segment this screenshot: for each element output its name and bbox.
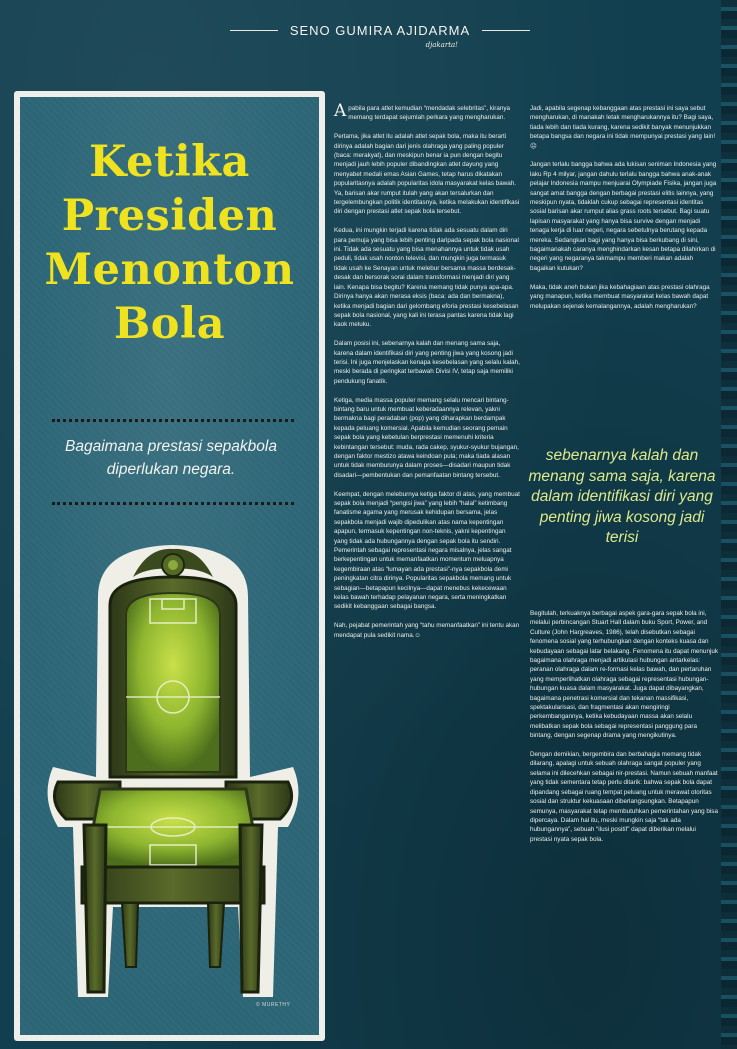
article-column-2	[530, 104, 718, 320]
paragraph: Nah, pejabat pemerintah yang “tahu memanfaatkan” ini tentu akan mendapat pula sedikit nama.☺	[334, 622, 520, 639]
paragraph: Keempat, dengan meleburnya ketiga faktor di atas, yang membuat sepak bola menjadi “pengisi jiwa” yang lebih “halal” ketimbang fanatisme agama yang merusak kehidupan bersama, jelas sepakbola menjadi wajib dipedulikan atas nama kepentingan apapun, termasuk kepentingan non-teknis, yakni kepentingan yang tidak ada hubungannya dengan sepak bola itu sendiri. Pemerintah sebagai representasi negara misalnya, jelas sangat berkepentingan untuk memanfaatkan momentum meluapnya kegembiraan atas “lumayan ada prestasi”-nya sepakbola demi peningkatan citra dirinya. Popularitas sepakbola memang untuk sebagian—betapapun kecilnya—dapat menebus kekecewaan kelas bawah terhadap pelayanan negara, serta meningkatkan sedikit kebanggaan sebagai bangsa.	[334, 490, 520, 611]
article-column-2-continued	[530, 609, 718, 854]
dotted-divider-top	[52, 419, 294, 422]
title-line-2: Presiden	[61, 191, 278, 241]
paragraph: Pertama, jika atlet itu adalah atlet sepak bola, maka itu berarti dirinya adalah bagian dari jenis olahraga yang paling populer (baca: merakyat), dan meskipun benar ia pun dengan begitu menjadi jauh lebih populer dibandingkan atlet dayung yang menyabet medali emas Asian Games, tetap harus dikatakan popularitasnya adalah popularitas idola masyarakat kelas bawah. Ya, barisan akar rumput itulah yang akan tersalurkan dan tergelembungkan politik identitasnya, ketika melakukan identifikasi diri dengan prestasi atlet sepak bola tersebut.	[334, 133, 520, 216]
header-rule-left	[230, 30, 278, 31]
drop-cap: A	[334, 101, 347, 121]
paragraph-text: pabila para atlet kemudian “mendadak selebritas”, kiranya memang terdapat sejumlah perkara yang mengharukan.	[348, 105, 510, 122]
pull-quote: sebenarnya kalah dan menang sama saja, karena dalam identifikasi diri yang penting jiwa kosong jadi terisi	[528, 447, 716, 546]
article-title	[20, 135, 319, 351]
brand-logo: djakarta!	[425, 41, 458, 49]
page-header	[230, 14, 530, 54]
poster-panel	[20, 97, 319, 1035]
header-rule-right	[482, 30, 530, 31]
paragraph: Jadi, apabila segenap kebanggaan atas prestasi ini saya sebut mengharukan, di manakah letak mengharukannya itu? Bagi saya, tiada lebih dan tiada kurang, karena sedikit banyak menunjukkan betapa bangsa dan negara ini tidak mempunyai prestasi yang lain! ☹	[530, 105, 716, 150]
throne-chair-illustration	[38, 527, 308, 1027]
grunge-edge	[721, 0, 737, 1049]
dotted-divider-bottom	[52, 502, 294, 505]
paragraph: Dengan demikian, bergembira dan berbahagia memang tidak dilarang, apalagi untuk sebuah olahraga sangat populer yang selama ini dilecehkan sebagai nir-prestasi. Namun sebuah manfaat yang tidak sementara tetap perlu ditarik: bahwa sepak bola dapat dipandang sebagai ruang tempat peluang untuk merawat otoritas sosial dan struktur kekuasaan diberlangsungkan. Betapapun semunya, masyarakat tetap membutuhkan pemerintahan yang bisa dipercaya. Dalam hal itu, meski mungkin saja “tak ada hubungannya”, sebuah “ilusi positif” dapat diberikan melalui prestasi nyata sepak bola.	[530, 751, 718, 843]
paragraph	[334, 101, 520, 123]
author-name: SENO GUMIRA AJIDARMA	[289, 23, 471, 38]
article-subtitle: Bagaimana prestasi sepakbola diperlukan negara.	[65, 438, 277, 478]
paragraph: Ketiga, media massa populer memang selalu mencari bintang-bintang baru untuk membuat keberadaannya relevan, yakni bermakna bagi peradaban (pop) yang diharapkan berdampak kepada peluang komersial. Apabila kemudian seorang pemain sepak bola yang kebetulan berprestasi memenuhi kriteria kebintangan tersebut: muda, rada cakep, syukur-syukur bujangan, dengan faktor mestizo atawa keindoan pula; maka tiada alasan untuk tidak memburunya dalam proses—disadari maupun tidak disadari—pembentukan dan pemanfaatan bintang tersebut.	[334, 396, 519, 479]
title-line-3: Menonton	[44, 245, 295, 295]
illustration-credit: © MURETHY	[256, 1002, 291, 1008]
paragraph: Dalam posisi ini, sebenarnya kalah dan menang sama saja, karena dalam identifikasi diri yang penting jiwa yang kosong jadi terisi. Ini juga menjelaskan kenapa kesebelasan yang selalu kalah, meski berada di peringkat terbawah Divisi IV, tetap saja memiliki pendukung fanatik.	[334, 340, 520, 385]
article-column-1	[334, 101, 520, 649]
title-line-1: Ketika	[89, 137, 250, 187]
paragraph: Maka, tidak aneh bukan jika kebahagiaan atas prestasi olahraga yang manapun, ketika membuat masyarakat kelas bawah dapat melupakan sejenak kemalangannya, adalah mengharukan?	[530, 283, 710, 310]
paragraph: Begitulah, terkuaknya berbagai aspek gara-gara sepak bola ini, melalui perbincangan Stuart Hall dalam buku Sport, Power, and Culture (John Hargreaves, 1986), telah disebutkan sebagai fenomena sosial yang terhubungkan dengan konteks kuasa dan kebudayaan sebagai latar belakang. Fenomena itu dapat menunjuk bagaimana olahraga menjadi artikulasi hubungan antarkelas: peranan olahraga dalam re-formasi kelas bawah, dan pertaruhan yang memperlihatkan olahraga sebagai representasi hubungan-hubungan kuasa dalam masyarakat. Juga dapat dibayangkan, bagaimana penetrasi komersial dan tekanan massifikasi, spektakularisasi, dan fragmentasi akan mengiringi perkembangannya, ketika kebudayaan massa akan selalu melibatkan sepak bola sebagai representasi panggung para bintang, dengan segenap drama yang mengikutinya.	[530, 610, 718, 740]
paragraph: Kedua, ini mungkin terjadi karena tidak ada sesuatu dalam diri para pemuja yang bisa lebih penting daripada sepak bola nasional ini. Tidak ada sesuatu yang bisa menahannya untuk tidak usah peduli, tidak usah nonton televisi, dan mungkin juga termasuk tidak usah ke Senayan untuk melebur bersama massa berdesak-desak dan bersorak sorai dalam transformasi menjadi diri yang lain. Kenapa bisa begitu? Karena memang tidak punya apa-apa. Dirinya hanya akan merasa eksis (baca: ada dan bermakna), ketika menjadi bagian dari gelombang eforia prestasi kesebelasan sepak bola nasional, yang kali ini terasa pantas karena tidak lagi kaok meluku.	[334, 227, 519, 329]
paragraph: Jangan terlalu bangga bahwa ada lukisan seniman Indonesia yang laku Rp 4 milyar, jangan dahulu terlalu bangga bahwa anak-anak pelajar Indonesia mampu menjuarai Olympiade Fisika, jangan juga sangat amat bangga dengan berbagai prestasi elitis lainnya, yang meskipun nyata, tidaklah cukup sebagai representasi identitas sosial barisan akar rumput alias grass roots tersebut. Bagi suatu lapisan masyarakat yang hanya bisa survive dengan menjadi tenaga kerja di luar negeri, negara sebetulnya berutang kepada mereka. Sedangkan bagi yang hanya bisa berkubang di sini, bagaimanakah caranya menghindarkan kesan betapa dilahirkan di negeri yang negaranya takmampu memberi makan adalah bagaikan kutukan?	[530, 161, 717, 272]
title-line-4: Bola	[113, 299, 226, 349]
